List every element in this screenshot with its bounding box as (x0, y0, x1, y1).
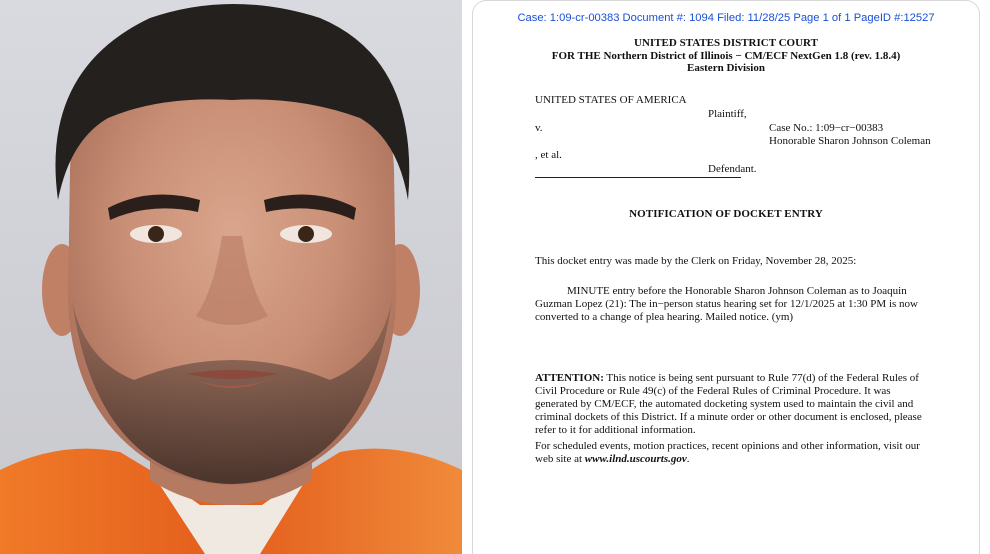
footer-line-2 (535, 453, 955, 466)
versus-label: v. (535, 122, 543, 134)
case-header-line: Case: 1:09-cr-00383 Document #: 1094 Filed: 11/28/25 Page 1 of 1 PageID #:12527 (517, 12, 935, 24)
court-name: UNITED STATES DISTRICT COURT (634, 37, 818, 49)
attention-label: ATTENTION: (535, 372, 604, 384)
case-number: Case No.: 1:09−cr−00383 (769, 122, 884, 134)
minute-entry-line: converted to a change of plea hearing. Mailed notice. (ym) (535, 311, 794, 323)
court-website-link[interactable]: www.ilnd.uscourts.gov (584, 453, 687, 465)
footer-prefix: web site at (535, 453, 585, 465)
attention-first-line (535, 372, 955, 385)
minute-entry-line: MINUTE entry before the Honorable Sharon Johnson Coleman as to Joaquin (567, 285, 907, 297)
defendant-name: , et al. (535, 149, 562, 161)
attention-text: This notice is being sent pursuant to Rule 77(d) of the Federal Rules of (603, 372, 919, 384)
plaintiff-label: Plaintiff, (708, 108, 747, 120)
entry-intro: This docket entry was made by the Clerk on Friday, November 28, 2025: (535, 255, 857, 267)
court-district: FOR THE Northern District of Illinois − CM/ECF NextGen 1.8 (rev. 1.8.4) (551, 49, 901, 62)
minute-entry (535, 285, 955, 324)
minute-entry-line: Guzman Lopez (21): The in−person status hearing set for 12/1/2025 at 1:30 PM is now (535, 298, 918, 310)
docket-document (472, 0, 980, 554)
defendant-label: Defendant. (708, 163, 757, 175)
attention-notice (535, 372, 955, 437)
plaintiff-name: UNITED STATES OF AMERICA (535, 94, 687, 106)
footer-line: For scheduled events, motion practices, recent opinions and other information, visit our (535, 440, 920, 452)
attention-line: criminal dockets of this District. If a minute order or other document is enclosed, please (535, 411, 922, 423)
mugshot-photo (0, 0, 462, 554)
footer-info (535, 440, 955, 466)
attention-line: refer to it for additional information. (535, 424, 696, 436)
attention-line: Civil Procedure or Rule 49(c) of the Federal Rules of Criminal Procedure. It was (535, 385, 891, 397)
document-title: NOTIFICATION OF DOCKET ENTRY (629, 208, 823, 220)
footer-suffix: . (686, 453, 690, 465)
caption-rule (535, 177, 741, 178)
panel-divider (462, 0, 472, 554)
judge-name: Honorable Sharon Johnson Coleman (769, 135, 931, 147)
court-division: Eastern Division (687, 62, 765, 74)
court-heading (473, 37, 979, 75)
attention-line: generated by CM/ECF, the automated docketing system used to maintain the civil and (535, 398, 914, 410)
